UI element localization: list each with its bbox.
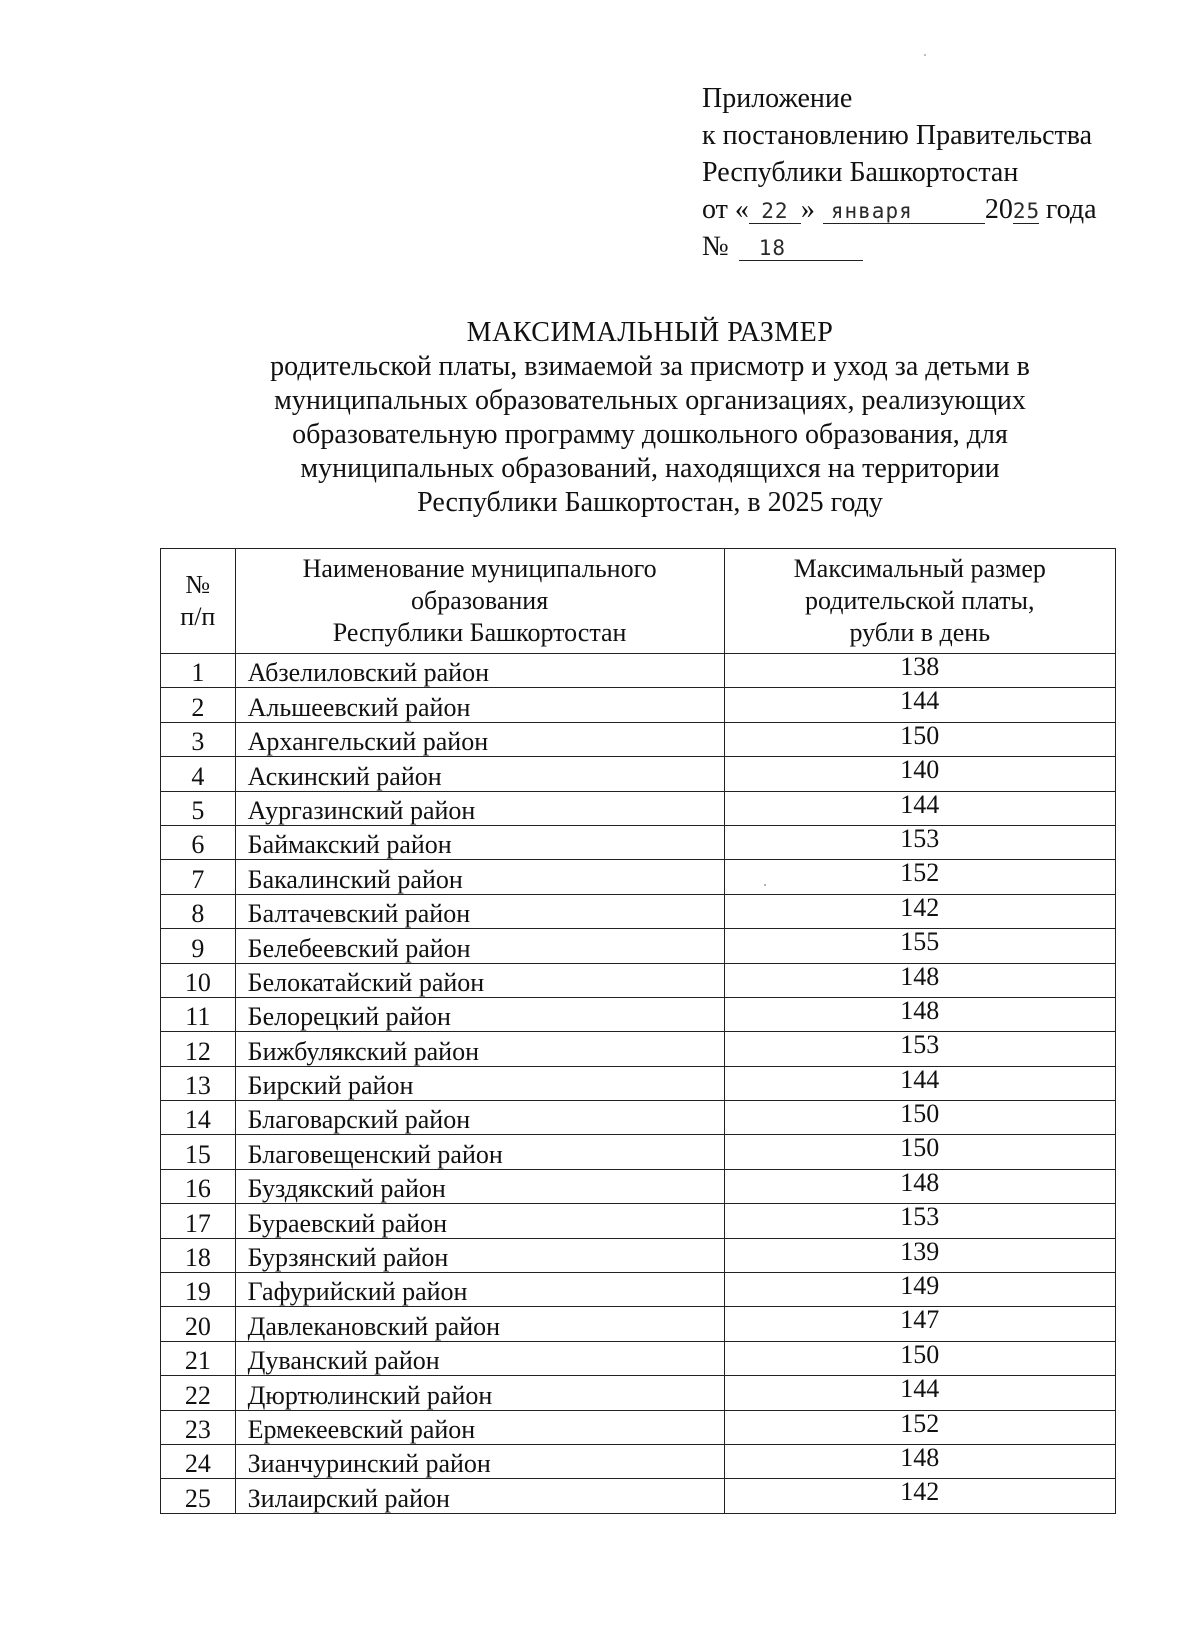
row-fee: 150 [724,1135,1115,1169]
title-line-2: муниципальных образовательных организациях, реализующих [274,385,1026,416]
title-line-1: родительской платы, взимаемой за присмотр и уход за детьми в [270,351,1030,382]
row-municipality: Белебеевский район [235,929,724,963]
row-fee: 139 [724,1238,1115,1272]
row-number: 13 [161,1066,236,1100]
row-municipality: Бижбулякский район [235,1032,724,1066]
row-fee: 150 [724,1101,1115,1135]
row-municipality: Архангельский район [235,722,724,756]
row-number: 23 [161,1410,236,1444]
table-header-row [161,549,1116,654]
row-municipality: Балтачевский район [235,894,724,928]
table-row [161,1135,1116,1169]
row-number: 7 [161,860,236,894]
row-number: 9 [161,929,236,963]
header-number [161,549,236,654]
table-row [161,963,1116,997]
table-body [161,654,1116,1514]
row-number: 22 [161,1376,236,1410]
date-close-quote: » [800,194,815,225]
row-fee: 152 [724,860,1115,894]
row-fee: 148 [724,997,1115,1031]
header-municipality [235,549,724,654]
table-row [161,997,1116,1031]
row-number: 8 [161,894,236,928]
row-municipality: Бураевский район [235,1204,724,1238]
table-row [161,757,1116,791]
appendix-government: Республики Башкортостан [702,157,1019,188]
row-number: 15 [161,1135,236,1169]
scan-speck [924,54,926,56]
appendix-number [702,228,1097,265]
row-number: 5 [161,791,236,825]
row-municipality: Гафурийский район [235,1273,724,1307]
table-row [161,1273,1116,1307]
row-number: 25 [161,1479,236,1513]
row-fee: 153 [724,1032,1115,1066]
date-prefix: от « [702,194,749,225]
table-row [161,825,1116,859]
row-fee: 150 [724,1341,1115,1375]
header-fee [724,549,1115,654]
row-municipality: Аскинский район [235,757,724,791]
row-municipality: Зилаирский район [235,1479,724,1513]
row-fee: 144 [724,1376,1115,1410]
row-number: 10 [161,963,236,997]
row-fee: 148 [724,963,1115,997]
document-number: 18 [758,236,787,260]
row-number: 24 [161,1444,236,1478]
table-row [161,929,1116,963]
table-row [161,654,1116,688]
table-row [161,1341,1116,1375]
row-number: 17 [161,1204,236,1238]
row-fee: 150 [724,722,1115,756]
table-row [161,1032,1116,1066]
row-fee: 152 [724,1410,1115,1444]
row-fee: 138 [724,654,1115,688]
date-year-word: года [1045,194,1097,225]
row-municipality: Благовещенский район [235,1135,724,1169]
header-number-line-2: п/п [180,602,216,631]
row-number: 1 [161,654,236,688]
row-municipality: Ермекеевский район [235,1410,724,1444]
row-number: 19 [161,1273,236,1307]
row-number: 4 [161,757,236,791]
row-municipality: Дюртюлинский район [235,1376,724,1410]
title-line-4: муниципальных образований, находящихся на территории [300,453,1000,484]
document-title [150,316,1150,520]
table-row [161,1101,1116,1135]
date-day-field [749,198,801,224]
row-fee: 144 [724,688,1115,722]
row-municipality: Дуванский район [235,1341,724,1375]
row-fee: 140 [724,757,1115,791]
row-municipality: Белорецкий район [235,997,724,1031]
row-number: 18 [161,1238,236,1272]
title-main: МАКСИМАЛЬНЫЙ РАЗМЕР [466,317,834,348]
row-municipality: Давлекановский район [235,1307,724,1341]
row-fee: 144 [724,791,1115,825]
row-fee: 149 [724,1273,1115,1307]
table-row [161,894,1116,928]
row-fee: 153 [724,825,1115,859]
header-municipality-line-1: Наименование муниципального [302,554,657,583]
row-fee: 148 [724,1444,1115,1478]
appendix-label: Приложение [702,83,853,114]
header-number-line-1: № [185,570,211,599]
row-municipality: Бирский район [235,1066,724,1100]
appendix-header [702,80,1097,265]
row-municipality: Альшеевский район [235,688,724,722]
row-municipality: Буздякский район [235,1169,724,1203]
table-row [161,688,1116,722]
row-municipality: Благоварский район [235,1101,724,1135]
row-municipality: Абзелиловский район [235,654,724,688]
row-fee: 148 [724,1169,1115,1203]
row-number: 12 [161,1032,236,1066]
table-row [161,1066,1116,1100]
date-month-field [823,198,985,224]
table-row [161,1479,1116,1513]
date-day: 22 [761,199,789,223]
appendix-reference: к постановлению Правительства [702,120,1093,151]
table-row [161,860,1116,894]
row-municipality: Зианчуринский район [235,1444,724,1478]
table-row [161,1410,1116,1444]
row-number: 6 [161,825,236,859]
header-municipality-line-2: образования [411,586,549,615]
row-fee: 147 [724,1307,1115,1341]
row-municipality: Баймакский район [235,825,724,859]
number-sign: № [702,231,729,262]
table-row [161,1444,1116,1478]
table-row [161,1307,1116,1341]
title-line-5: Республики Башкортостан, в 2025 году [417,487,883,518]
header-fee-line-2: родительской платы, [805,586,1035,615]
row-fee: 144 [724,1066,1115,1100]
row-municipality: Белокатайский район [235,963,724,997]
row-number: 3 [161,722,236,756]
header-fee-line-3: рубли в день [849,618,991,647]
scan-speck [764,884,766,886]
fee-table [160,548,1116,1514]
number-field [739,235,863,261]
appendix-date [702,191,1097,228]
date-year-suffix: 25 [1012,199,1041,223]
row-number: 11 [161,997,236,1031]
table-row [161,722,1116,756]
date-year-prefix: 20 [984,194,1013,225]
row-fee: 142 [724,894,1115,928]
row-municipality: Аургазинский район [235,791,724,825]
date-month: января [830,199,913,223]
title-line-3: образовательную программу дошкольного образования, для [292,419,1008,450]
row-number: 16 [161,1169,236,1203]
table-row [161,1238,1116,1272]
table-row [161,791,1116,825]
row-number: 14 [161,1101,236,1135]
date-year-field [1013,198,1039,224]
row-number: 2 [161,688,236,722]
table-row [161,1376,1116,1410]
header-fee-line-1: Максимальный размер [793,554,1046,583]
table-row [161,1204,1116,1238]
table-row [161,1169,1116,1203]
row-fee: 142 [724,1479,1115,1513]
row-municipality: Бакалинский район [235,860,724,894]
row-fee: 153 [724,1204,1115,1238]
header-municipality-line-3: Республики Башкортостан [332,618,627,647]
row-number: 21 [161,1341,236,1375]
row-municipality: Бурзянский район [235,1238,724,1272]
row-fee: 155 [724,929,1115,963]
row-number: 20 [161,1307,236,1341]
